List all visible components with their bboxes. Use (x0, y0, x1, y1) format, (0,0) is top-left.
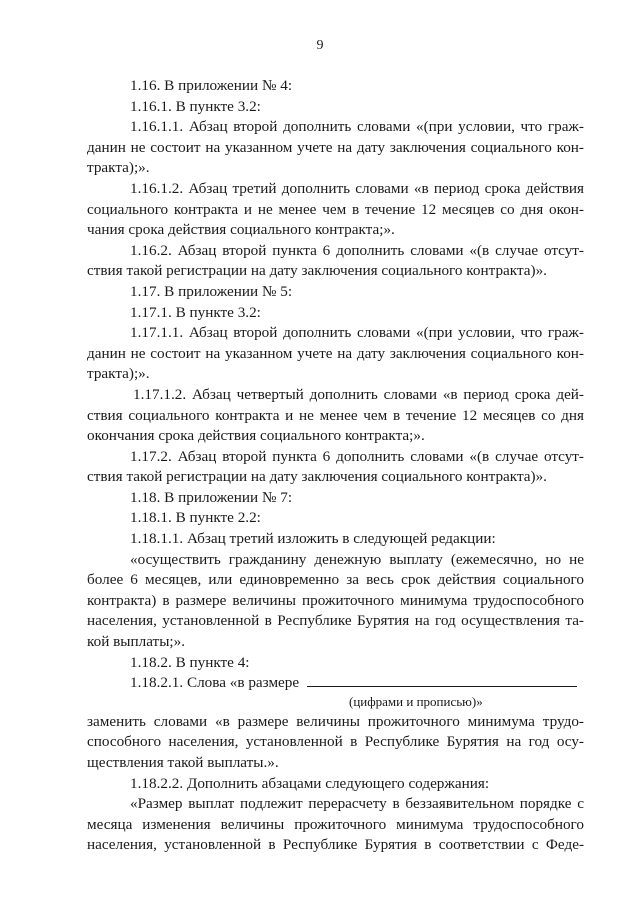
text-block-after (87, 712, 584, 856)
text-line: 1.17.1.2. Абзац четвертый дополнить словами «в период срока дей- (133, 385, 584, 403)
text-line: 1.18.2.2. Дополнить абзацами следующего содержания: (130, 774, 490, 792)
blank-field-underline-1 (307, 673, 457, 687)
text-line: ствия социального контракта и не менее чем в течение 12 месяцев со дня (87, 406, 584, 424)
text-line: ствия такой регистрации на дату заключения социального контракта)». (87, 468, 547, 486)
text-line: 1.18.2. В пункте 4: (130, 653, 250, 671)
text-line: 1.16.1.1. Абзац второй дополнить словами «(при условии, что граж- (130, 118, 584, 136)
text-line: 1.18.1.1. Абзац третий изложить в следующей редакции: (130, 530, 496, 548)
text-line: социального контракта и не менее чем в течение 12 месяцев со дня окон- (87, 200, 584, 218)
blank-field-prefix: 1.18.2.1. Слова «в размере (130, 674, 300, 692)
text-line: данин не состоит на указанном учете на дату заключения социального кон- (87, 344, 584, 362)
text-line: месяца изменения величины прожиточного минимума трудоспособного (87, 815, 584, 833)
text-line: «Размер выплат подлежит перерасчету в беззаявительном порядке с (130, 795, 584, 813)
page-number: 9 (316, 38, 324, 53)
text-line: способного населения, установленной в Республике Бурятия на год осу- (87, 733, 584, 751)
document-body (87, 76, 584, 856)
text-block-before (87, 76, 584, 673)
text-line: кой выплаты;». (87, 633, 186, 651)
text-line: окончания срока действия социального контракта;». (87, 427, 425, 445)
text-line: данин не состоит на указанном учете на дату заключения социального кон- (87, 138, 584, 156)
blank-field-line (87, 673, 584, 694)
text-line: 1.18. В приложении № 7: (130, 488, 293, 506)
text-line: 1.17.1. В пункте 3.2: (130, 303, 261, 321)
text-line: 1.17.1.1. Абзац второй дополнить словами «(при условии, что граж- (130, 324, 584, 342)
text-line: 1.16. В приложении № 4: (130, 77, 293, 94)
text-line: 1.16.2. Абзац второй пункта 6 дополнить словами «(в случае отсут- (130, 241, 584, 259)
text-line: контракта) в размере величины прожиточного минимума трудоспособного (87, 591, 584, 609)
text-line: 1.16.1.2. Абзац третий дополнить словами «в период срока действия (130, 179, 584, 197)
text-line: 1.18.1. В пункте 2.2: (130, 509, 261, 527)
text-line: «осуществить гражданину денежную выплату (ежемесячно, но не (130, 550, 584, 568)
text-line: чания срока действия социального контракта;». (87, 221, 395, 239)
text-line: заменить словами «в размере величины прожиточного минимума трудо- (87, 712, 584, 730)
text-line: тракта);». (87, 159, 150, 177)
text-line: ствия такой регистрации на дату заключения социального контракта)». (87, 262, 547, 280)
text-line: тракта);». (87, 365, 150, 383)
text-line: ществления такой выплаты.». (87, 754, 279, 771)
text-line: населения, установленной в Республике Бурятия в соответствии с Феде- (87, 836, 584, 854)
text-line: более 6 месяцев, или единовременно за весь срок действия социального (87, 571, 584, 589)
text-line: 1.17.2. Абзац второй пункта 6 дополнить словами «(в случае отсут- (130, 447, 584, 465)
blank-field-caption: (цифрами и прописью)» (349, 693, 483, 709)
text-line: населения, установленной в Республике Бурятия на год осуществления та- (87, 612, 584, 630)
blank-field-underline-2 (457, 673, 577, 687)
text-line: 1.17. В приложении № 5: (130, 282, 293, 300)
text-line: 1.16.1. В пункте 3.2: (130, 97, 261, 115)
